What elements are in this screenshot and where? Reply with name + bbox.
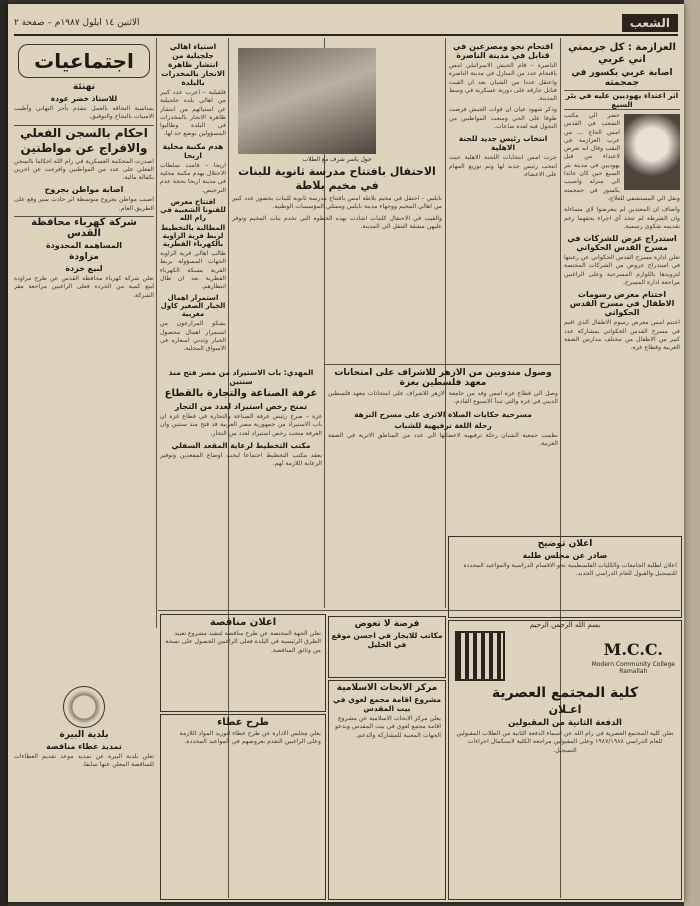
- college-abbr: M.C.C.: [603, 639, 663, 659]
- notice-box: [448, 536, 682, 618]
- bid-ad: [160, 714, 326, 900]
- office-rent-ad: [328, 616, 446, 678]
- article-body: وذكر شهود عيان ان قوات الجيش فرضت طوقا على الحي ومنعت المواطنين من التجول فيه لعدة ساعات.: [449, 106, 557, 131]
- notice-title: اعلان توضيح: [537, 539, 593, 549]
- article-title: استياء اهالي جلجيلية من انتشار ظاهرة الانجار بالمخدرات بالبلدة: [161, 42, 225, 87]
- ad-body: تعلن بلدية البيرة عن تمديد موعد تقديم العطاءات للمناقصة المعلن عنها سابقا.: [14, 753, 154, 769]
- ad-title: بلدية البيرة: [59, 730, 109, 740]
- ad-title: اعـلان: [548, 703, 582, 716]
- article-subtitle: تمنح رخص استيراد لعدد من التجار: [174, 402, 308, 411]
- college-logo: [455, 631, 505, 681]
- ad-subtitle: مزاودة: [69, 252, 99, 263]
- ad-body: تعلن كلية المجتمع العصرية في رام الله عن اسماء الدفعة الثانية من الطلاب المقبولين للعام الدراسي ١٩٨٧/١٩٨٨ وعلى المقبولين مراجعة الكلية لاستكمال اجراءات التسجيل.: [456, 730, 674, 754]
- column-5: [14, 40, 154, 600]
- article-body: الناصرة – قام الجيش الاسرائيلي امس باقتحام عدد من المنازل في مدينة الناصرة واعتقل عددا من الشبان بعد ان القيت قنابل حارقة على دورية عسكرية في وسط المدينة.: [449, 62, 557, 103]
- article-title: الاحتفال بافتتاح مدرسة ثانوية للبنات في مخيم بلاطة: [238, 165, 436, 192]
- article-heading: تهنئة: [72, 82, 96, 92]
- azhar-article: [328, 366, 558, 534]
- ad-title: طرح عطاء: [217, 717, 269, 728]
- trade-article: [160, 366, 322, 606]
- article-heading: استدراج عرض للشركات في مسرح القدس الحكواتي: [567, 234, 677, 253]
- article-title: غرفة الصناعة والتجارة بالقطاع: [164, 388, 318, 399]
- newspaper-logo: الشعب: [622, 14, 678, 32]
- article-body: نظمت جمعية الشبان رحلة ترفيهية لاعضائها الي عدد من المناطق الاثرية في الضفة الغربية.: [328, 431, 558, 447]
- article-body: نابلس – احتفل في مخيم بلاطة امس بافتتاح مدرسة ثانوية للبنات بحضور عدد كبير من اهالي المخيم ووجهاء مدينة نابلس وممثلي المؤسسات الوطنية.: [232, 195, 442, 211]
- column-1: [564, 40, 680, 535]
- article-body: اصيب مواطن بجروح متوسطة اثر حادث سير وقع على الطريق العام.: [14, 196, 154, 212]
- article-body: غزة – صرح رئيس غرفة الصناعة والتجارة في قطاع غزة ان باب الاستيراد من جمهورية مصر العربية قد فتح منذ سنتين وان الغرفة منحت رخص استيراد لعدد من التجار.: [160, 413, 322, 437]
- article-heading: مسرحية حكايات الصلاة الاثرى على مسرح النزهة: [354, 409, 532, 419]
- ad-subtitle: مشروع اقامة مجمع لغوي في بيت المقدس: [333, 695, 441, 713]
- article-body: يشكو المزارعون من استمرار اهمال محصول الخيار وتدني اسعاره في الاسواق المحلية.: [160, 320, 226, 353]
- municipal-ad: [14, 684, 154, 898]
- ad-body: تعلن الجهة المختصة عن طرح مناقصة لتنفيذ مشروع تعبيد الطرق الرئيسية في البلدة فعلى الراغبين الحصول على نسخة من وثائق المناقصة.: [165, 630, 321, 654]
- article-body: قلقيلية – اعرب عدد كبير من اهالي بلدة جلجيلية عن استيائهم من انتشار ظاهرة الاتجار بالمخدرات في البلدة وطالبوا المسؤولين بوضع حد لها.: [160, 89, 226, 138]
- article-heading: هدم مكتبة محلية اربحا: [162, 141, 224, 160]
- article-body: واضاف ان المعتدين لم يتعرضوا لاي مساءلة وان الشرطة لم تتخذ أي اجراء بحقهما رغم تقديمه شكوى رسمية.: [564, 206, 680, 230]
- article-heading: اختتام معرض رسومات الاطفال في مسرح القدس الحكواتي: [569, 290, 675, 318]
- newspaper-page: [8, 4, 684, 902]
- ad-title: فرصة لا تعوض: [354, 619, 420, 629]
- college-name-ar: كلية المجتمع العصرية: [491, 685, 639, 701]
- notice-subtitle: صادر عن مجلس طلبة: [522, 551, 608, 560]
- date-page-line: الاثنين ١٤ ايلول ١٩٨٧م – صفحة ٢: [14, 18, 140, 28]
- article-title: احكام بالسجن الفعلي والافراج عن مواطنين: [14, 125, 154, 156]
- event-photo: [238, 48, 376, 154]
- article-title: العزازمة : كل جريمتي اني عربي: [568, 42, 676, 65]
- ad-title: اعلان مناقصة: [209, 617, 277, 628]
- article-body: بمناسبة التحاقه بالعمل نتقدم بأحر التهاني وأطيب الامنيات بالنجاح والتوفيق.: [14, 105, 154, 121]
- article-body: وصل الي قطاع غزة امس وفد من جامعة الازهر للاشراف على امتحانات معهد فلسطين الديني في غزة والتي تبدأ الاسبوع القادم.: [328, 390, 558, 406]
- article-heading: انتخاب رئيس جديد للجنة الاهلية: [458, 134, 548, 153]
- photo-caption: جول ياسر شرف مع الطلاب: [302, 156, 372, 163]
- article-body: والقيت في الاحتفال كلمات اشادت بهذه الخطوة التي تخدم بنات المخيم وتوفر عليهن مشقة التنقل الي المدينة.: [232, 214, 442, 230]
- college-ad: [448, 620, 682, 900]
- ad-subtitle: الدفعة الثانية من المقبولين: [508, 718, 622, 728]
- article-body: تعلن ادارة مسرح القدس الحكواتي عن رغبتها في استدراج عروض من الشركات المختصة لتزويدها باللوازم المسرحية وعلى الراغبين مراجعة ادارة المسرح.: [564, 254, 680, 287]
- article-heading: رحلة اللغة ترفيهية للشباب: [394, 420, 492, 430]
- article-subtitle: للاستاذ خضر عودة: [50, 94, 118, 103]
- ad-title: شركة كهرباء محافظة القدس: [14, 216, 154, 239]
- column-4: [160, 40, 226, 362]
- article-heading: افتتاح معرض للفنونا الشعبية في رام الله: [160, 197, 226, 222]
- article-heading: المطالبة بالتخطيط لربط قرية الزاوية بالكهرباء القطرية: [160, 223, 226, 248]
- column-3: [232, 156, 442, 362]
- notice-body: اعلان لطلبة الجامعات والكليات الفلسطينية نحو الاقسام الدراسية والمواعيد المحددة للتسجيل والقبول للعام الدراسي الجديد.: [463, 562, 677, 578]
- ad-subtitle: لبيع خردة: [65, 264, 103, 274]
- ad-body: يعلن مجلس الادارة عن طرح عطاء لتوريد المواد اللازمة وعلى الراغبين التقدم بعروضهم في المواعيد المحددة.: [179, 730, 321, 746]
- article-kicker: اثر اعتداء يهوديين عليه في بئر السبع: [565, 91, 679, 109]
- research-center-ad: [328, 680, 446, 900]
- college-name-en: Modern Community College: [591, 660, 675, 668]
- ad-subtitle: تمديد عطاء مناقصة: [46, 742, 122, 751]
- ad-body: يعلن مركز الابحاث الاسلامية عن مشروع اقامة مجمع لغوي في بيت المقدس ويدعو الجهات المعنية للمشاركة والدعم.: [335, 715, 441, 739]
- portrait-photo: [624, 114, 680, 190]
- article-body: اصدرت المحكمة العسكرية في رام الله احكاما بالسجن الفعلي على عدد من المواطنين وافرجت عن اخرين بكفالة مالية.: [14, 157, 154, 182]
- college-city: Ramallah: [619, 667, 648, 675]
- article-subtitle: اصابة عربي بكسور في جمجمته: [571, 68, 673, 88]
- tender-ad: [160, 614, 326, 712]
- ad-body: تعلن شركة كهرباء محافظة القدس عن طرح مزاودة لبيع كمية من الخردة فعلى الراغبين مراجعة مقر الشركة.: [14, 275, 154, 299]
- ad-subtitle: مكاتب للايجار في احسن موقع في الخليل: [331, 631, 443, 649]
- ad-subtitle: المساهمة المحدودة: [45, 241, 123, 251]
- article-heading: استمرار اهمال الخيار الصغير كاول مغربية: [160, 294, 226, 319]
- article-title: وصول مندوبين من الازهر للاشراف على امتحانات معهد فلسطين بغزة: [334, 368, 552, 388]
- page-header: [14, 12, 678, 36]
- article-title: اقتحام نحو ومصرعين في قنابل في مدينة الناصرة: [452, 42, 554, 60]
- article-body: طالب اهالي قرية الزاوية الجهات المسؤولة بربط القرية بشبكة الكهرباء القطرية بعد ان طال انتظارهم.: [160, 249, 226, 291]
- social-banner: اجتماعيات: [18, 44, 150, 78]
- article-heading: مكتب التخطيط لرعاية المقعد السفلي: [171, 440, 311, 450]
- ad-title: مركز الابحاث الاسلامية: [336, 683, 438, 693]
- article-body: اختتم امس معرض رسوم الاطفال الذي اقيم في مسرح القدس الحكواتي بمشاركة عدد كبير من الاطفال من مختلف مدارس الضفة الغربية وقطاع غزة.: [564, 319, 680, 352]
- seal-icon: [63, 686, 105, 728]
- article-kicker: المهدي: باب الاستيراد من مصر فتح منذ سنتين: [168, 368, 314, 386]
- article-heading: اصابة مواطن بجروح: [44, 185, 124, 195]
- ad-header: بسم الله الرحمن الرحيم: [529, 621, 601, 629]
- article-body: حضر الي مكتب الشعب في القدس امس الحاج ... من عرب العزازمة في النقب وقال انه تعرض لاعتداء من قبل يهوديين في مدينة بئر السبع حين كان عائدا الي منزله واصيب بكسور في جمجمته ونقل الي المستشفى للعلاج.: [564, 112, 680, 202]
- article-body: اريحا – قامت سلطات الاحتلال بهدم مكتبة محلية في مدينة اريحا بحجة عدم الترخيص.: [160, 161, 226, 194]
- article-body: جرت امس انتخابات اللجنة الاهلية حيث انتخب رئيس جديد لها وتم توزيع المهام على الاعضاء.: [449, 154, 557, 178]
- article-body: يعقد مكتب التخطيط اجتماعا لبحث اوضاع المقعدين وتوفير الرعاية اللازمة لهم.: [160, 451, 322, 468]
